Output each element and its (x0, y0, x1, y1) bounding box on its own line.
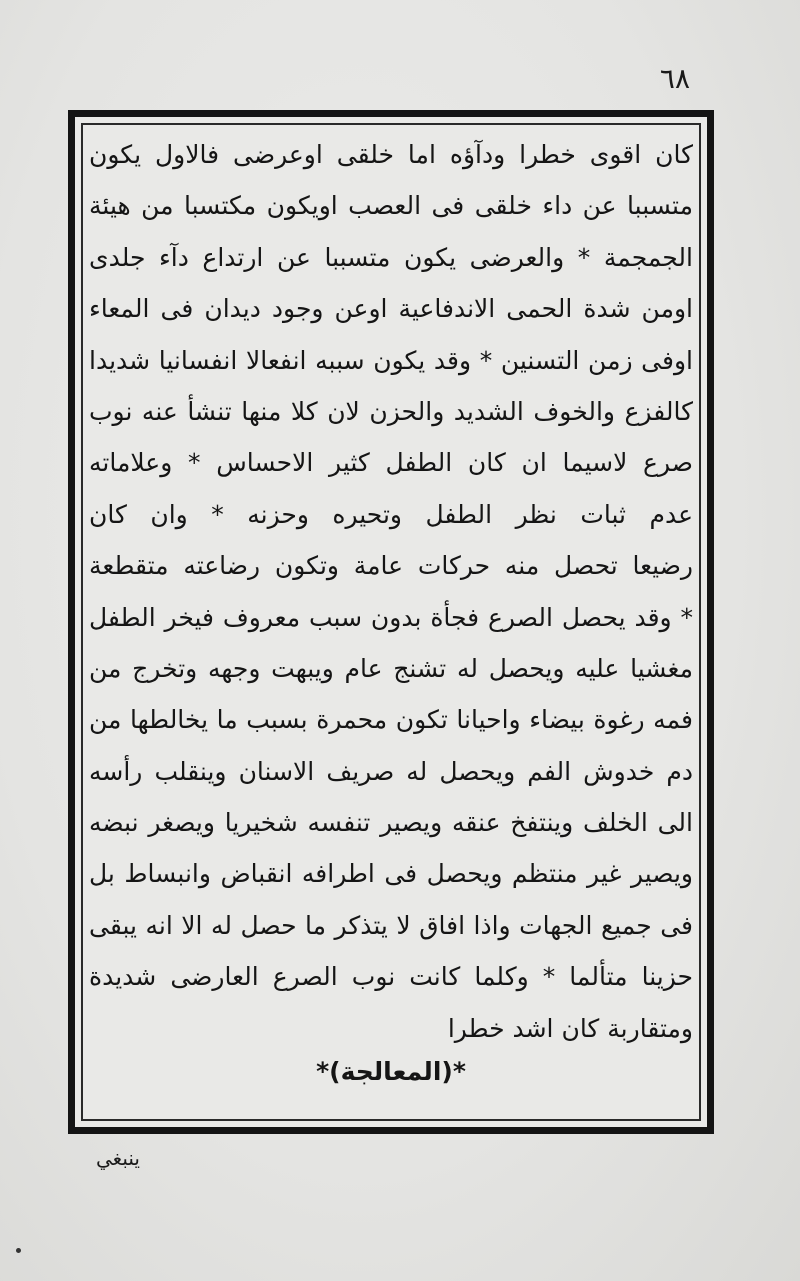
text-frame (68, 110, 714, 1134)
text-line: ويصير غير منتظم ويحصل فى اطرافه انقباض وانبساط بل (89, 859, 693, 889)
text-line: فى جميع الجهات واذا افاق لا يتذكر ما حصل له الا انه يبقى (89, 910, 693, 940)
text-line: اوفى زمن التسنين * وقد يكون سببه انفعالا انفسانيا شديدا (89, 345, 693, 375)
text-line: متسببا عن داء خلقى فى العصب اويكون مكتسبا من هيئة (89, 191, 693, 221)
text-line: الجمجمة * والعرضى يكون متسببا عن ارتداع دآء جلدى (89, 242, 693, 272)
text-line: كان اقوى خطرا ودآؤه اما خلقى اوعرضى فالاول يكون (89, 140, 693, 169)
text-line: دم خدوش الفم ويحصل له صريف الاسنان وينقلب رأسه (89, 756, 693, 786)
text-line: عدم ثبات نظر الطفل وتحيره وحزنه * وان كان (89, 499, 693, 529)
text-line: فمه رغوة بيضاء واحيانا تكون محمرة بسبب ما يخالطها من (89, 705, 693, 735)
text-line: اومن شدة الحمى الاندفاعية اوعن وجود ديدان فى المعاء (89, 294, 693, 324)
page-number: ٦٨ (659, 62, 690, 95)
text-line: ومتقاربة كان اشد خطرا (447, 1013, 693, 1043)
catchword: ينبغي (96, 1146, 140, 1170)
text-line: * وقد يحصل الصرع فجأة بدون سبب معروف فيخر الطفل (89, 602, 693, 632)
paper-speck (16, 1248, 21, 1253)
text-line: الى الخلف وينتفخ عنقه ويصير تنفسه شخيريا ويصغر نبضه (89, 808, 693, 838)
text-line: صرع لاسيما ان كان الطفل كثير الاحساس * وعلاماته (89, 448, 693, 478)
text-line: رضيعا تحصل منه حركات عامة وتكون رضاعته متقطعة (89, 551, 693, 581)
body-text (89, 129, 693, 1054)
section-heading: *(المعالجة)* (316, 1057, 466, 1086)
text-line: كالفزع والخوف الشديد والحزن لان كلا منها تنشأ عنه نوب (89, 396, 693, 426)
text-line: مغشيا عليه ويحصل له تشنج عام ويبهت وجهه وتخرج من (89, 653, 693, 683)
text-line: حزينا متألما * وكلما كانت نوب الصرع العارضى شديدة (89, 962, 693, 992)
